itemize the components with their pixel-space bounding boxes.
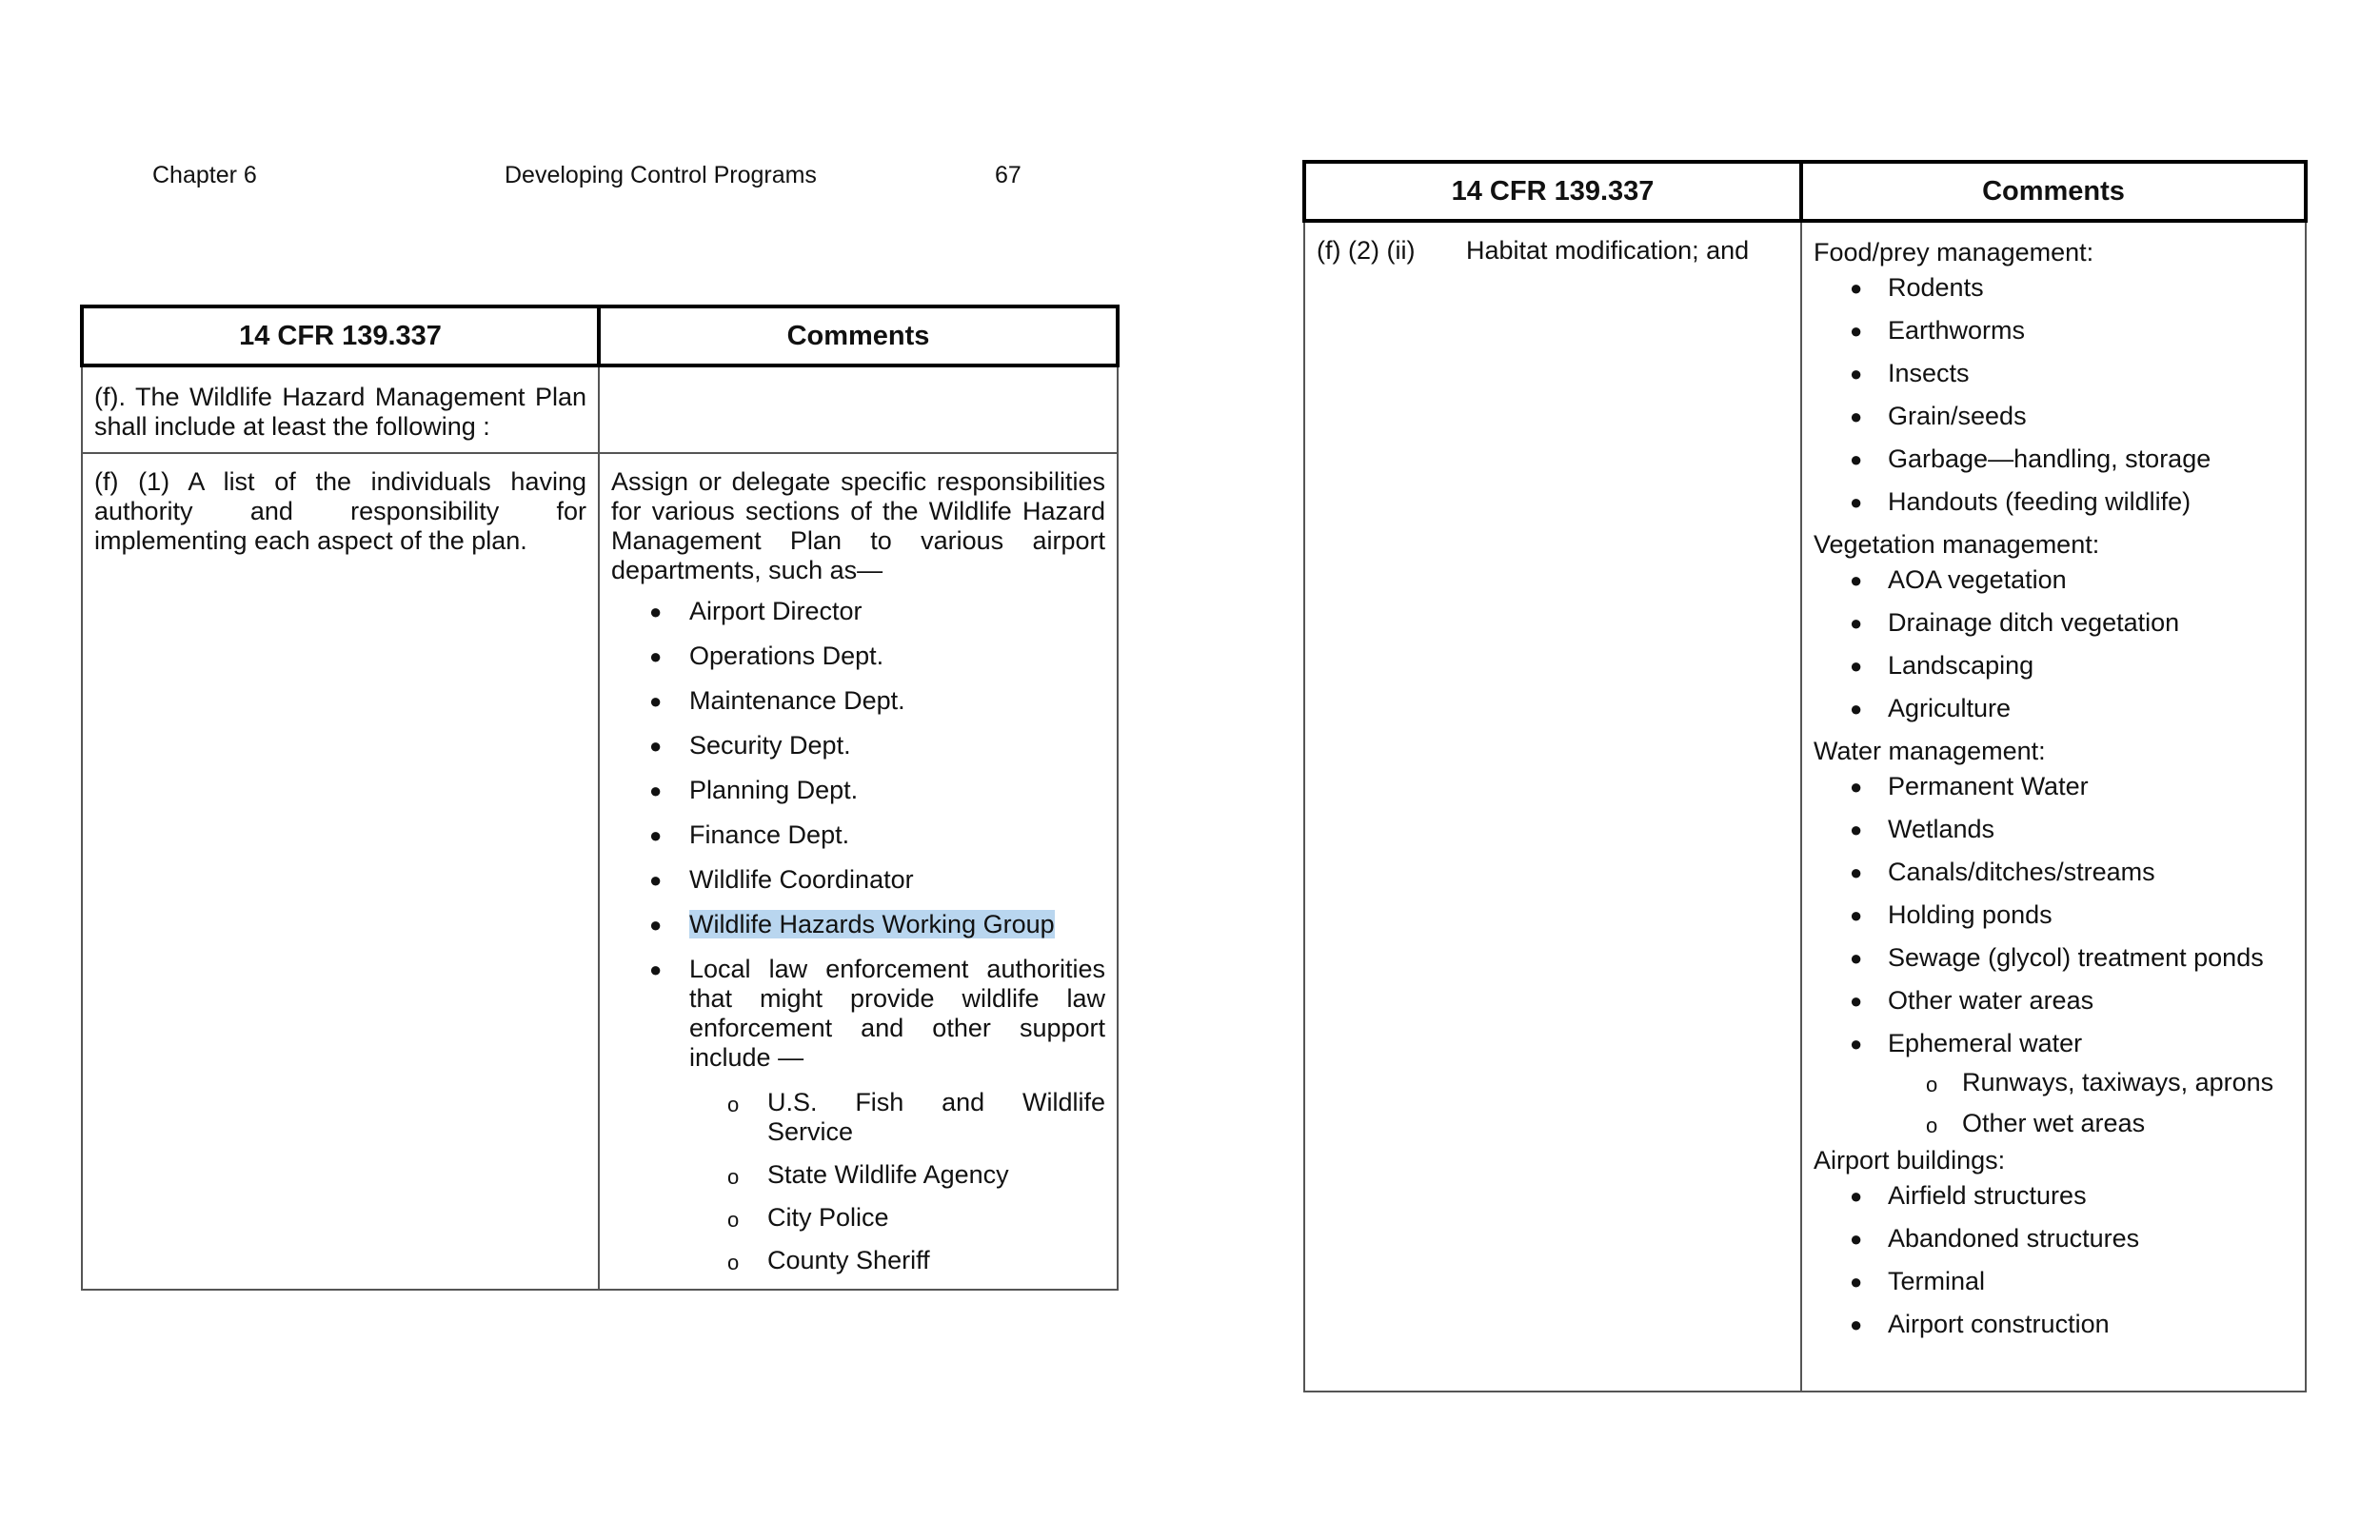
regulation-cell: (f) (1) A list of the individuals having authority and responsibility for implementing each aspect of the plan.	[82, 453, 599, 1290]
regulation-cell	[1304, 221, 1801, 1392]
sub-list-item: o Runways, taxiways, aprons	[1888, 1068, 2293, 1097]
bullet-icon: ●	[1850, 775, 1863, 799]
bullet-icon: ●	[1850, 818, 1863, 841]
list-item: ● Canals/ditches/streams	[1850, 858, 2155, 886]
list-item: ● Airport Director	[649, 597, 863, 625]
sub-list-item: o County Sheriff	[689, 1246, 1105, 1275]
circle-bullet-icon: o	[727, 1208, 740, 1232]
bullet-icon: ●	[649, 958, 663, 981]
list-item: ● Planning Dept.	[649, 776, 859, 804]
bullet-icon: ●	[1850, 860, 1863, 884]
sub-list-item: o U.S. Fish and Wildlife Service	[727, 1088, 1105, 1146]
list-item: ● Finance Dept.	[649, 820, 850, 849]
list-item: ● Holding ponds	[1850, 900, 2053, 929]
comment-cell	[1801, 221, 2306, 1392]
ephemeral-water-sublist	[1888, 1068, 2293, 1138]
circle-bullet-icon: o	[727, 1251, 740, 1274]
table-header-row	[1304, 162, 2306, 221]
department-list	[611, 597, 1105, 1275]
list-item: ● Sewage (glycol) treatment ponds	[1850, 943, 2264, 972]
regulation-number: (f) (2) (ii)	[1317, 236, 1416, 265]
bullet-icon: ●	[1850, 1227, 1863, 1251]
list-item: ● Security Dept.	[649, 731, 851, 760]
list-item: ● Abandoned structures	[1850, 1224, 2140, 1253]
bullet-icon: ●	[649, 779, 663, 802]
bullet-icon: ●	[649, 868, 663, 892]
bullet-icon: ●	[649, 913, 663, 937]
list-item: ● Handouts (feeding wildlife)	[1850, 487, 2192, 516]
list-item: ● Landscaping	[1850, 651, 2034, 680]
list-item: ● Permanent Water	[1850, 772, 2089, 800]
list-item: ● Agriculture	[1850, 694, 2012, 722]
list-item: ● Operations Dept.	[649, 642, 884, 670]
list-item: ● AOA vegetation	[1850, 565, 2067, 594]
page-number: 67	[995, 162, 1021, 188]
circle-bullet-icon: o	[727, 1093, 740, 1116]
bullet-icon: ●	[1850, 1270, 1863, 1293]
column-header-regulation: 14 CFR 139.337	[1304, 162, 1801, 221]
list-item: ● Wildlife Coordinator	[649, 865, 914, 894]
circle-bullet-icon: o	[727, 1165, 740, 1189]
bullet-icon: ●	[1850, 362, 1863, 385]
page-title: Developing Control Programs	[505, 162, 817, 188]
bullet-icon: ●	[1850, 989, 1863, 1013]
list-item: ● Rodents	[1850, 273, 1984, 302]
bullet-icon: ●	[649, 734, 663, 758]
table-header-row	[82, 306, 1118, 365]
bullet-icon: ●	[1850, 447, 1863, 471]
list-item: ● Drainage ditch vegetation	[1850, 608, 2180, 637]
bullet-icon: ●	[1850, 1032, 1863, 1056]
sub-list-item: o State Wildlife Agency	[689, 1160, 1105, 1190]
food-prey-list	[1814, 273, 2293, 517]
section-title-food: Food/prey management:	[1814, 238, 2094, 267]
list-item	[611, 910, 1105, 939]
comment-cell	[599, 365, 1118, 453]
chapter-label: Chapter 6	[152, 162, 257, 188]
list-item: ● Ephemeral water o Runways, taxiways, aprons o Other wet areas	[1814, 1029, 2293, 1138]
table-row	[82, 365, 1118, 453]
bullet-icon: ●	[1850, 276, 1863, 300]
section-title-water: Water management:	[1814, 737, 2046, 765]
water-list	[1814, 772, 2293, 1138]
list-item: ● Local law enforcement authorities that might provide wildlife law enforcement and other support include — o U.S. Fish and Wildlife Service o State Wildlife Agency o City Police o County Sheriff	[611, 955, 1105, 1275]
buildings-list	[1814, 1181, 2293, 1339]
bullet-icon: ●	[649, 644, 663, 668]
column-header-comments: Comments	[1801, 162, 2306, 221]
bullet-icon: ●	[1850, 568, 1863, 592]
circle-bullet-icon: o	[1926, 1073, 1938, 1096]
bullet-icon: ●	[649, 689, 663, 713]
regulation-table-left	[80, 305, 1120, 1291]
bullet-icon: ●	[1850, 946, 1863, 970]
bullet-icon: ●	[1850, 903, 1863, 927]
list-item: ● Airport construction	[1850, 1310, 2110, 1338]
vegetation-list	[1814, 565, 2293, 723]
bullet-icon: ●	[1850, 405, 1863, 428]
table-row	[82, 453, 1118, 1290]
table-row	[1304, 221, 2306, 1392]
list-item: ● Earthworms	[1850, 316, 2026, 345]
bullet-icon: ●	[1850, 319, 1863, 343]
list-item: ● Grain/seeds	[1850, 402, 2027, 430]
regulation-text: Habitat modification; and	[1466, 236, 1750, 265]
section-title-buildings: Airport buildings:	[1814, 1146, 2006, 1175]
column-header-regulation: 14 CFR 139.337	[82, 306, 599, 365]
list-item: ● Wetlands	[1850, 815, 1995, 843]
section-title-vegetation: Vegetation management:	[1814, 530, 2100, 559]
highlighted-text[interactable]: Wildlife Hazards Working Group	[689, 910, 1055, 938]
agency-sublist	[689, 1088, 1105, 1275]
bullet-icon: ●	[1850, 697, 1863, 721]
list-item: ● Terminal	[1850, 1267, 1986, 1295]
bullet-icon: ●	[1850, 1313, 1863, 1336]
bullet-icon: ●	[1850, 490, 1863, 514]
circle-bullet-icon: o	[1926, 1114, 1938, 1137]
bullet-icon: ●	[649, 600, 663, 623]
list-item: ● Insects	[1850, 359, 1970, 387]
regulation-cell: (f). The Wildlife Hazard Management Plan shall include at least the following :	[82, 365, 599, 453]
sub-list-item: o City Police	[689, 1203, 1105, 1233]
bullet-icon: ●	[649, 823, 663, 847]
list-item: ● Maintenance Dept.	[649, 686, 905, 715]
column-header-comments: Comments	[599, 306, 1118, 365]
comment-cell	[599, 453, 1118, 1290]
comment-intro: Assign or delegate specific responsibilities for various sections of the Wildlife Hazard Management Plan to various airport departments, such as—	[611, 467, 1105, 584]
list-item: ● Garbage—handling, storage	[1850, 444, 2211, 473]
sub-list-item: o Other wet areas	[1888, 1109, 2293, 1138]
regulation-table-right	[1302, 160, 2308, 1392]
bullet-icon: ●	[1850, 654, 1863, 678]
bullet-icon: ●	[1850, 1184, 1863, 1208]
list-item: ● Other water areas	[1850, 986, 2094, 1015]
list-item: ● Airfield structures	[1850, 1181, 2087, 1210]
bullet-icon: ●	[1850, 611, 1863, 635]
